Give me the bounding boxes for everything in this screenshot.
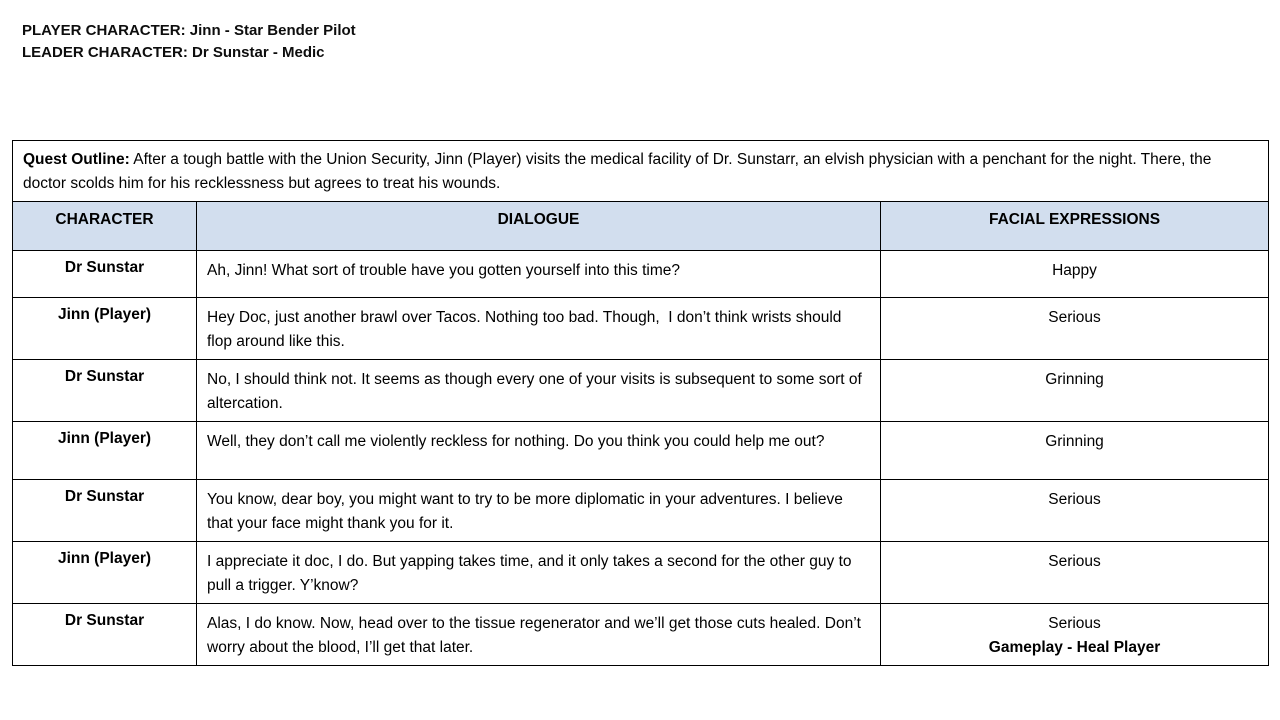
expression-cell: Grinning <box>881 422 1269 480</box>
table-row <box>13 542 1269 604</box>
column-header-facial-expressions: FACIAL EXPRESSIONS <box>881 202 1269 251</box>
expression-text: Serious <box>1048 615 1101 632</box>
expression-cell: Serious <box>881 298 1269 360</box>
character-cell: Dr Sunstar <box>13 251 197 298</box>
player-character-line: PLAYER CHARACTER: Jinn - Star Bender Pilot <box>22 22 356 39</box>
column-header-character: CHARACTER <box>13 202 197 251</box>
quest-outline-text: After a tough battle with the Union Security, Jinn (Player) visits the medical facility of Dr. Sunstarr, an elvish physician with a penchant for the night. There, the doctor scolds him for his recklessness but agrees to treat his wounds. <box>23 151 1212 192</box>
dialogue-cell: I appreciate it doc, I do. But yapping takes time, and it only takes a second for the other guy to pull a trigger. Y’know? <box>197 542 881 604</box>
table-row <box>13 480 1269 542</box>
character-cell: Jinn (Player) <box>13 298 197 360</box>
table-row <box>13 298 1269 360</box>
dialogue-cell: Ah, Jinn! What sort of trouble have you gotten yourself into this time? <box>197 251 881 298</box>
character-cell: Dr Sunstar <box>13 480 197 542</box>
quest-outline-cell <box>13 141 1269 202</box>
expression-cell <box>881 604 1269 666</box>
character-cell: Dr Sunstar <box>13 360 197 422</box>
column-header-dialogue: DIALOGUE <box>197 202 881 251</box>
expression-cell: Serious <box>881 542 1269 604</box>
table-row <box>13 360 1269 422</box>
gameplay-note: Gameplay - Heal Player <box>988 639 1161 656</box>
expression-cell: Grinning <box>881 360 1269 422</box>
document-header <box>22 20 356 64</box>
expression-cell: Serious <box>881 480 1269 542</box>
dialogue-cell: Hey Doc, just another brawl over Tacos. Nothing too bad. Though, I don’t think wrists should flop around like this. <box>197 298 881 360</box>
expression-cell: Happy <box>881 251 1269 298</box>
dialogue-cell: Alas, I do know. Now, head over to the tissue regenerator and we’ll get those cuts healed. Don’t worry about the blood, I’ll get that later. <box>197 604 881 666</box>
dialogue-cell: No, I should think not. It seems as though every one of your visits is subsequent to some sort of altercation. <box>197 360 881 422</box>
dialogue-cell: Well, they don’t call me violently reckless for nothing. Do you think you could help me out? <box>197 422 881 480</box>
table-row <box>13 251 1269 298</box>
quest-outline-label: Quest Outline: <box>23 151 130 168</box>
table-row <box>13 604 1269 666</box>
character-cell: Dr Sunstar <box>13 604 197 666</box>
character-cell: Jinn (Player) <box>13 542 197 604</box>
quest-outline-row <box>13 141 1269 202</box>
character-cell: Jinn (Player) <box>13 422 197 480</box>
dialogue-script-table <box>12 140 1269 666</box>
dialogue-cell: You know, dear boy, you might want to try to be more diplomatic in your adventures. I believe that your face might thank you for it. <box>197 480 881 542</box>
table-header-row <box>13 202 1269 251</box>
leader-character-line: LEADER CHARACTER: Dr Sunstar - Medic <box>22 44 325 61</box>
table-row <box>13 422 1269 480</box>
